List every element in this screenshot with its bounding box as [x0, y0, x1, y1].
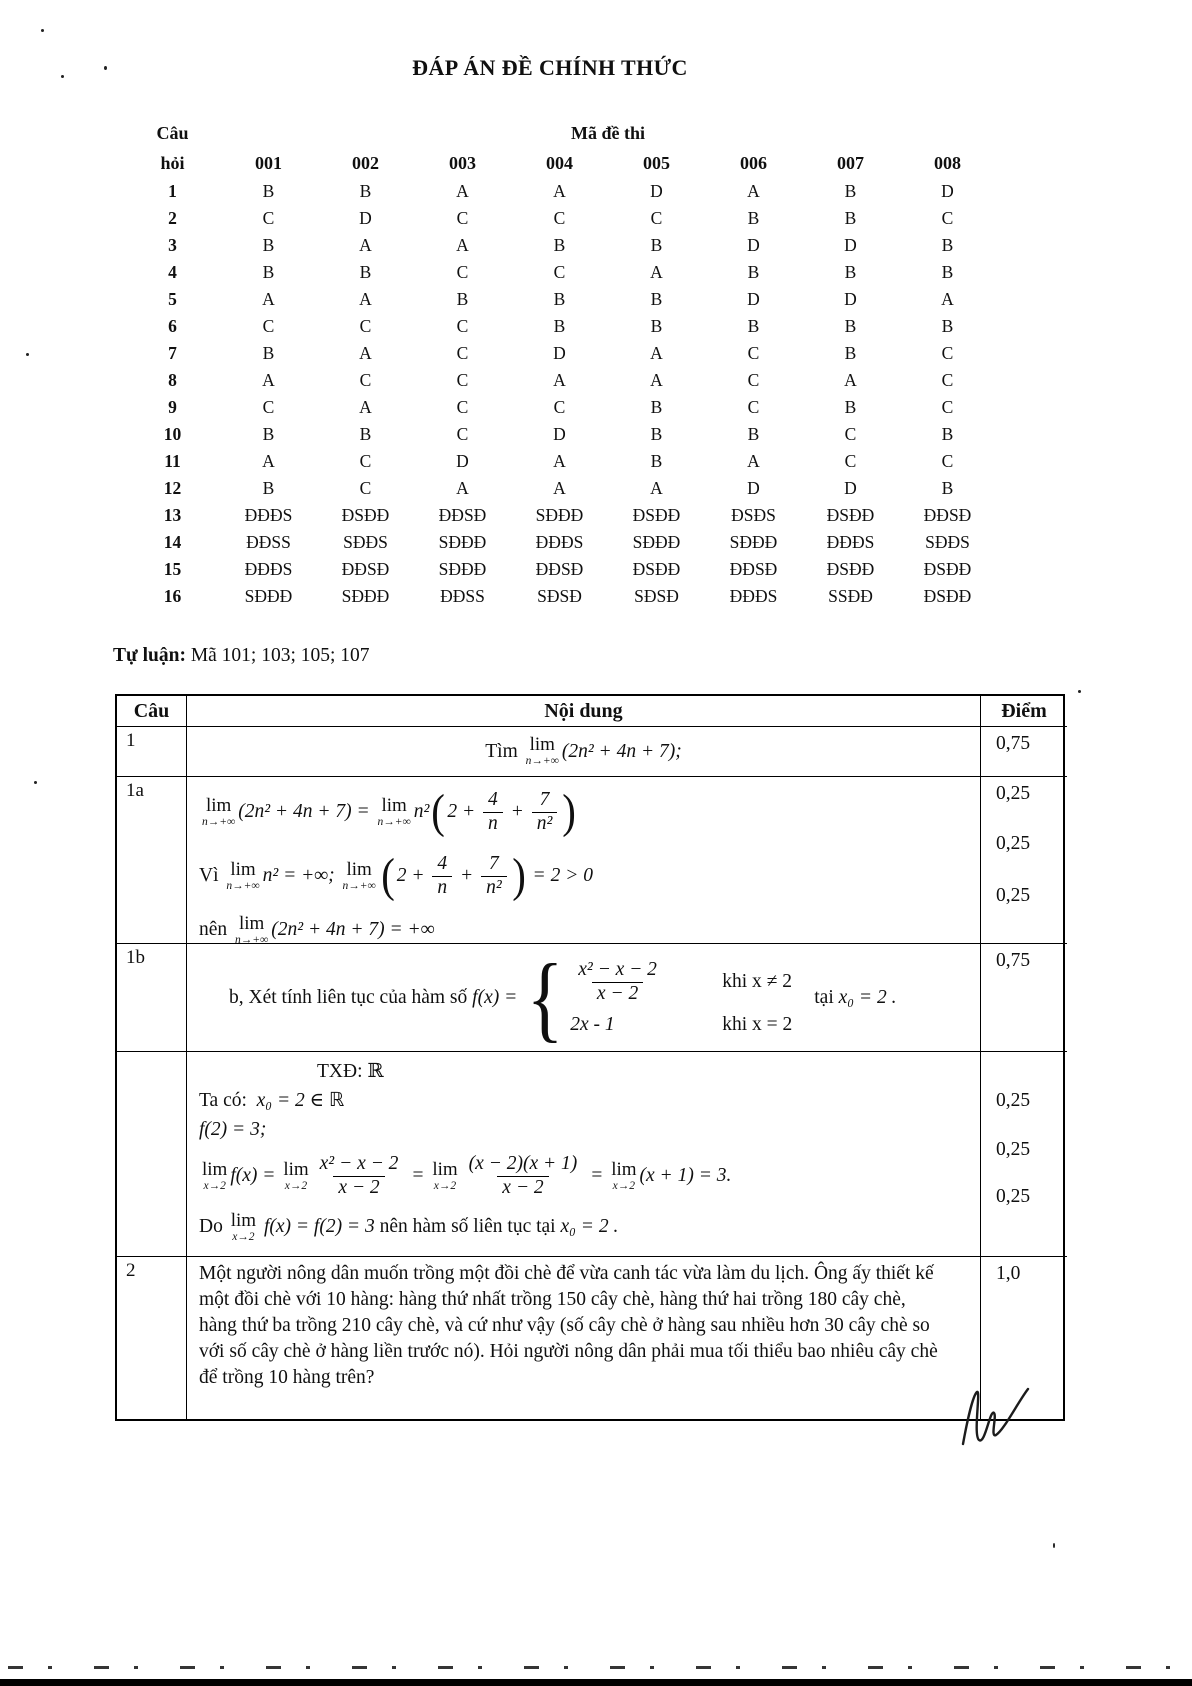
row1b-points: 0,75 — [981, 944, 1067, 1052]
question-number: 7 — [168, 343, 177, 363]
txd-line: TXĐ: ℝ — [317, 1061, 384, 1082]
answer-cell: A — [747, 451, 760, 471]
taco-line: Ta có: x₀ = 2 ∈ ℝ — [199, 1090, 345, 1111]
solution-header-diem: Điểm — [981, 696, 1067, 727]
limit-operator: lim n→+∞ — [202, 794, 236, 828]
answer-cell: D — [359, 208, 372, 228]
answer-cell: B — [553, 316, 566, 336]
answer-cell: B — [747, 262, 760, 282]
answer-row — [125, 394, 996, 421]
answer-cell: D — [844, 289, 857, 309]
answer-cell: B — [456, 289, 469, 309]
question-number: 3 — [168, 235, 177, 255]
answer-grid-header-row1 — [125, 118, 996, 148]
conclusion-line: Do lim x→2 f(x) = f(2) = 3 nên hàm số liên tục tại x₀ = 2 . — [199, 1210, 619, 1243]
limit-subscript: n→+∞ — [235, 933, 269, 944]
answer-cell: B — [650, 397, 663, 417]
limit-subscript: n→+∞ — [202, 815, 236, 828]
answer-cell: C — [941, 451, 954, 471]
exam-code: 007 — [837, 152, 864, 173]
answer-cell: C — [650, 208, 663, 228]
answer-cell: B — [844, 397, 857, 417]
answer-cell: B — [650, 451, 663, 471]
answer-cell: D — [747, 289, 760, 309]
row1-prefix: Tìm — [485, 740, 523, 762]
scan-artifact-bottom-bar — [0, 1679, 1192, 1686]
answer-cell: A — [359, 343, 372, 363]
answer-cell: C — [941, 370, 954, 390]
answer-cell: A — [553, 181, 566, 201]
piecewise-case2: 2x - 1 khi x = 2 — [570, 1013, 793, 1035]
row1a-line1: lim n→+∞ (2n² + 4n + 7) = lim n→+∞ n² ( 2 + $\frac{4}{n}$ + $\frac{7}{\text{n²}}$ ) — [202, 785, 577, 838]
answer-grid-header-row2 — [125, 148, 996, 178]
piecewise-cases — [570, 959, 792, 1036]
answer-cell: D — [650, 181, 663, 201]
answer-cell: C — [359, 316, 372, 336]
answer-cell: D — [747, 235, 760, 255]
answer-cell: ĐĐSS — [440, 586, 485, 606]
answer-cell: C — [747, 343, 760, 363]
exam-code: 001 — [255, 152, 282, 173]
solution-table — [115, 694, 1065, 1421]
row1-expression: (2n² + 4n + 7); — [561, 740, 682, 762]
answer-cell: C — [456, 370, 469, 390]
answer-cell: C — [262, 208, 275, 228]
answer-cell: ĐĐĐS — [244, 505, 293, 525]
question-number: 15 — [163, 559, 182, 579]
answer-cell: A — [359, 397, 372, 417]
answer-cell: ĐĐSĐ — [341, 559, 390, 579]
answer-row — [125, 583, 996, 610]
exam-code: 003 — [449, 152, 476, 173]
answer-cell: A — [359, 289, 372, 309]
essay-note-text: Mã 101; 103; 105; 107 — [185, 645, 370, 666]
answer-cell: C — [456, 316, 469, 336]
answer-cell: B — [844, 343, 857, 363]
answer-cell: B — [359, 262, 372, 282]
answer-cell: B — [359, 181, 372, 201]
rowtxd-cau — [117, 1052, 187, 1257]
exam-code: 006 — [740, 152, 767, 173]
answer-cell: B — [941, 235, 954, 255]
answer-cell: B — [650, 424, 663, 444]
row1-points: 0,75 — [981, 727, 1067, 777]
question-number: 12 — [163, 478, 182, 498]
answer-cell: A — [262, 451, 275, 471]
points-value: 0,25 — [996, 1090, 1031, 1111]
exam-code-group-header: Mã đề thi — [571, 122, 645, 143]
row1b-intro: b, Xét tính liên tục của hàm số — [229, 986, 473, 1008]
answer-cell: C — [941, 343, 954, 363]
solution-header-cau: Câu — [117, 696, 187, 727]
answer-cell: C — [456, 208, 469, 228]
limit-operator: lim x→2 — [230, 1210, 257, 1243]
question-number: 5 — [168, 289, 177, 309]
scan-speck — [26, 353, 29, 356]
answer-cell: ĐSĐĐ — [632, 559, 681, 579]
answer-cell: C — [359, 451, 372, 471]
limit-subscript: x→2 — [203, 1179, 226, 1192]
row2-cau: 2 — [117, 1257, 187, 1419]
answer-cell: B — [941, 424, 954, 444]
answer-cell: ĐĐSS — [246, 532, 291, 552]
answer-cell: ĐĐĐS — [826, 532, 875, 552]
answer-cell: SĐĐĐ — [438, 559, 487, 579]
answer-cell: ĐSĐĐ — [923, 559, 972, 579]
answer-cell: C — [262, 316, 275, 336]
answer-cell: B — [941, 478, 954, 498]
answer-cell: SĐĐĐ — [632, 532, 681, 552]
answer-cell: D — [844, 235, 857, 255]
row1a-content — [187, 777, 981, 944]
answer-cell: D — [747, 478, 760, 498]
answer-grid — [125, 118, 996, 610]
answer-cell: A — [456, 181, 469, 201]
answer-cell: B — [553, 235, 566, 255]
answer-cell: C — [747, 397, 760, 417]
answer-cell: B — [650, 316, 663, 336]
answer-cell: ĐSĐS — [731, 505, 776, 525]
limit-subscript: n→+∞ — [226, 879, 260, 892]
answer-cell: B — [262, 262, 275, 282]
answer-cell: A — [262, 289, 275, 309]
answer-cell: C — [262, 397, 275, 417]
row2-content: Một người nông dân muốn trồng một đồi chè để vừa canh tác vừa làm du lịch. Ông ấy thiết kế một đồi chè với 10 hàng: hàng thứ nhất trồng 150 cây chè, hàng thứ hai trồng 180 cây chè, hàng thứ ba trồng 210 cây chè, và cứ như vậy (số cây chè ở hàng sau nhiều hơn 30 cây chè so với số cây chè ở hàng liền trước nó). Hỏi người nông dân phải mua tối thiểu bao nhiêu cây chè để trồng 10 hàng trên? — [187, 1257, 981, 1419]
fraction: $\frac{\text{x² − x − 2}}{x - 2}$ — [319, 1153, 399, 1198]
row1a-points — [981, 777, 1067, 944]
answer-cell: B — [747, 316, 760, 336]
answer-cell: SĐĐĐ — [729, 532, 778, 552]
answer-cell: ĐSĐĐ — [632, 505, 681, 525]
limit-operator: lim n→+∞ — [342, 858, 376, 892]
exam-code: 005 — [643, 152, 670, 173]
answer-row — [125, 421, 996, 448]
answer-cell: ĐĐSĐ — [923, 505, 972, 525]
limit-operator: lim n→+∞ — [235, 914, 268, 944]
answer-cell: C — [941, 208, 954, 228]
answer-cell: A — [553, 451, 566, 471]
answer-cell: SĐSĐ — [634, 586, 679, 606]
fraction: $\frac{7}{\text{n²}}$ — [481, 853, 507, 899]
rowtxd-points — [981, 1052, 1067, 1257]
answer-row — [125, 556, 996, 583]
answer-row — [125, 259, 996, 286]
limit-operator: lim x→2 — [283, 1158, 309, 1192]
answer-cell: C — [553, 208, 566, 228]
limit-evaluation-line: lim x→2 f(x) = lim x→2 $\frac{\text{x² − x − 2}}{x - 2}$ = lim x→2 $\frac{(x - 2)(x + 1)}{x - 2}$ = lim x→2 (x + 1) = 3. — [202, 1153, 732, 1198]
answer-cell: SĐĐĐ — [244, 586, 293, 606]
answer-cell: SĐĐĐ — [341, 586, 390, 606]
limit-subscript: n→+∞ — [525, 755, 559, 768]
answer-cell: B — [844, 262, 857, 282]
answer-cell: B — [844, 181, 857, 201]
question-number: 4 — [168, 262, 177, 282]
limit-operator: lim x→2 — [432, 1158, 458, 1192]
answer-cell: B — [262, 478, 275, 498]
answer-cell: SĐĐS — [343, 532, 388, 552]
row1b-tail-label: tại — [814, 986, 839, 1008]
answer-cell: A — [650, 370, 663, 390]
answer-cell: SĐSĐ — [537, 586, 582, 606]
answer-cell: D — [553, 343, 566, 363]
answer-cell: B — [262, 424, 275, 444]
fraction: $\frac{4}{n}$ — [432, 853, 452, 899]
question-column-header-line1: Câu — [156, 122, 189, 143]
answer-cell: A — [650, 262, 663, 282]
answer-cell: ĐĐĐS — [535, 532, 584, 552]
answer-cell: ĐSĐĐ — [341, 505, 390, 525]
points-value: 0,25 — [996, 783, 1031, 804]
answer-cell: A — [456, 478, 469, 498]
scan-artifact-dashed-line — [8, 1666, 1173, 1669]
limit-subscript: x→2 — [284, 1179, 308, 1192]
answer-cell: C — [456, 424, 469, 444]
row1b-content: b, Xét tính liên tục của hàm số f(x) = { $\frac{\text{x² − x − 2}}{x - 2}$ khi x ≠ 2 2x - 1 khi x = 2 tại x₀ = 2 . — [187, 944, 981, 1052]
answer-row — [125, 475, 996, 502]
question-number: 2 — [168, 208, 177, 228]
answer-row — [125, 205, 996, 232]
limit-subscript: x→2 — [433, 1179, 457, 1192]
scan-speck — [34, 781, 37, 784]
exam-code: 004 — [546, 152, 573, 173]
answer-cell: B — [262, 181, 275, 201]
answer-cell: ĐĐĐS — [244, 559, 293, 579]
answer-cell: D — [456, 451, 469, 471]
answer-row — [125, 367, 996, 394]
question-column-header-line2: hỏi — [160, 152, 185, 173]
answer-cell: A — [456, 235, 469, 255]
answer-cell: C — [941, 397, 954, 417]
answer-cell: C — [747, 370, 760, 390]
question-number: 16 — [163, 586, 182, 606]
points-value: 0,25 — [996, 833, 1031, 854]
scan-speck — [104, 66, 107, 70]
row1-cau: 1 — [117, 727, 187, 777]
answer-cell: ĐĐSĐ — [535, 559, 584, 579]
question-number: 8 — [168, 370, 177, 390]
scan-speck — [61, 75, 64, 78]
question-number: 14 — [163, 532, 182, 552]
solution-header-noidung: Nội dung — [187, 696, 981, 727]
answer-row — [125, 340, 996, 367]
answer-row — [125, 286, 996, 313]
answer-cell: C — [553, 397, 566, 417]
row1a-line3: nên lim n→+∞ (2n² + 4n + 7) = +∞ — [199, 913, 980, 944]
question-number: 1 — [168, 181, 177, 201]
signature-mark — [958, 1386, 1034, 1450]
answer-cell: A — [844, 370, 857, 390]
answer-cell: SSĐĐ — [828, 586, 873, 606]
rowtxd-content — [187, 1052, 981, 1257]
question-number: 10 — [163, 424, 182, 444]
answer-cell: B — [359, 424, 372, 444]
answer-cell: B — [553, 289, 566, 309]
case1-condition: khi x ≠ 2 — [722, 971, 792, 992]
piecewise-case1 — [570, 959, 792, 1005]
answer-cell: C — [359, 478, 372, 498]
limit-operator: lim x→2 — [202, 1158, 228, 1192]
case2-condition: khi x = 2 — [722, 1013, 793, 1035]
answer-cell: C — [844, 424, 857, 444]
answer-cell: A — [941, 289, 954, 309]
answer-cell: B — [747, 424, 760, 444]
limit-subscript: x→2 — [612, 1179, 636, 1192]
answer-row — [125, 502, 996, 529]
answer-cell: A — [650, 478, 663, 498]
answer-cell: ĐSĐĐ — [826, 559, 875, 579]
answer-cell: ĐSĐĐ — [826, 505, 875, 525]
row1b-tail-math: x₀ = 2 . — [838, 986, 897, 1008]
answer-cell: ĐĐSĐ — [729, 559, 778, 579]
page-title: ĐÁP ÁN ĐỀ CHÍNH THỨC — [412, 55, 688, 80]
row1-content — [187, 727, 981, 777]
fraction: $\frac{7}{\text{n²}}$ — [532, 789, 558, 835]
answer-cell: B — [650, 235, 663, 255]
answer-cell: B — [747, 208, 760, 228]
limit-subscript: n→+∞ — [377, 815, 411, 828]
scan-speck — [1053, 1543, 1055, 1548]
fraction: $\frac{\text{x² − x − 2}}{x - 2}$ — [578, 959, 657, 1004]
answer-cell: A — [262, 370, 275, 390]
answer-cell: SĐĐĐ — [535, 505, 584, 525]
answer-cell: A — [747, 181, 760, 201]
answer-cell: B — [844, 208, 857, 228]
points-value: 0,25 — [996, 1186, 1031, 1207]
answer-cell: D — [844, 478, 857, 498]
answer-cell: ĐĐĐS — [729, 586, 778, 606]
answer-row — [125, 232, 996, 259]
row1a-cau: 1a — [117, 777, 187, 944]
answer-cell: B — [262, 343, 275, 363]
answer-cell: C — [844, 451, 857, 471]
limit-operator: lim n→+∞ — [226, 858, 260, 892]
answer-grid-body — [125, 178, 996, 610]
answer-cell: B — [262, 235, 275, 255]
answer-cell: A — [553, 370, 566, 390]
answer-cell: C — [456, 262, 469, 282]
f2-line: f(2) = 3; — [199, 1119, 267, 1140]
essay-note — [113, 645, 370, 667]
answer-cell: A — [359, 235, 372, 255]
fraction: $\frac{(x - 2)(x + 1)}{x - 2}$ — [468, 1153, 578, 1198]
row2-points: 1,0 — [996, 1263, 1021, 1284]
limit-subscript: n→+∞ — [342, 879, 376, 892]
answer-cell: C — [359, 370, 372, 390]
limit-operator: lim n→+∞ — [377, 794, 411, 828]
question-number: 13 — [163, 505, 182, 525]
answer-cell: B — [941, 262, 954, 282]
answer-cell: B — [941, 316, 954, 336]
answer-cell: D — [553, 424, 566, 444]
row1b-cau: 1b — [117, 944, 187, 1052]
scan-speck — [1078, 690, 1081, 693]
row1a-line2: Vì lim n→+∞ n² = +∞; lim n→+∞ ( 2 + $\frac{4}{n}$ + $\frac{7}{\text{n²}}$ ) = 2 > 0 — [199, 849, 593, 902]
fraction: $\frac{4}{n}$ — [483, 789, 503, 835]
essay-note-label: Tự luận: — [113, 645, 186, 666]
answer-cell: B — [650, 289, 663, 309]
points-value: 0,25 — [996, 885, 1031, 906]
answer-row — [125, 529, 996, 556]
answer-cell: B — [844, 316, 857, 336]
answer-cell: C — [456, 343, 469, 363]
question-number: 9 — [168, 397, 177, 417]
answer-row — [125, 448, 996, 475]
answer-cell: A — [553, 478, 566, 498]
points-value: 0,25 — [996, 1139, 1031, 1160]
question-number: 11 — [164, 451, 181, 471]
answer-cell: ĐĐSĐ — [438, 505, 487, 525]
answer-cell: C — [456, 397, 469, 417]
exam-code: 002 — [352, 152, 379, 173]
answer-cell: SĐĐS — [925, 532, 970, 552]
answer-row — [125, 313, 996, 340]
answer-cell: C — [553, 262, 566, 282]
answer-row — [125, 178, 996, 205]
limit-operator: lim x→2 — [611, 1158, 637, 1192]
answer-cell: A — [650, 343, 663, 363]
answer-cell: ĐSĐĐ — [923, 586, 972, 606]
limit-operator: lim n→+∞ — [525, 734, 559, 768]
question-number: 6 — [168, 316, 177, 336]
limit-subscript: x→2 — [232, 1231, 255, 1243]
answer-cell: SĐĐĐ — [438, 532, 487, 552]
exam-code: 008 — [934, 152, 961, 173]
answer-cell: D — [941, 181, 954, 201]
scan-speck — [41, 29, 44, 32]
